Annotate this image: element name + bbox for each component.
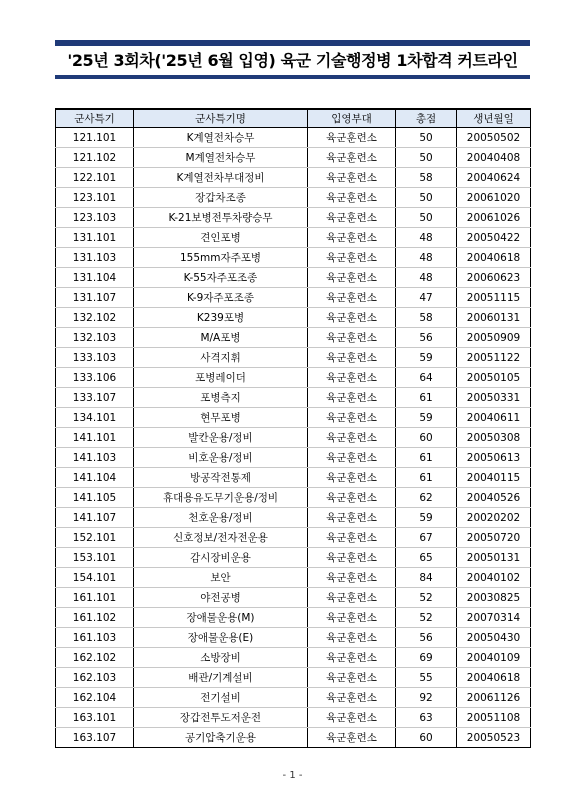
cell-specialty-code: 133.107: [56, 388, 134, 408]
cell-enlistment-unit: 육군훈련소: [308, 668, 396, 688]
cell-specialty-name: 배관/기계설비: [134, 668, 308, 688]
cell-birth-date: 20040115: [457, 468, 531, 488]
cell-birth-date: 20040408: [457, 148, 531, 168]
cell-enlistment-unit: 육군훈련소: [308, 168, 396, 188]
cell-total-score: 52: [396, 588, 457, 608]
table-row: [56, 488, 531, 508]
cell-specialty-name: 소방장비: [134, 648, 308, 668]
cell-birth-date: 20061026: [457, 208, 531, 228]
cell-specialty-code: 141.105: [56, 488, 134, 508]
cell-birth-date: 20020202: [457, 508, 531, 528]
cell-total-score: 60: [396, 728, 457, 748]
table-row: [56, 688, 531, 708]
cell-specialty-code: 161.101: [56, 588, 134, 608]
cell-specialty-name: 휴대용유도무기운용/정비: [134, 488, 308, 508]
cell-specialty-name: 감시장비운용: [134, 548, 308, 568]
cell-specialty-code: 153.101: [56, 548, 134, 568]
table-header-row: [56, 109, 531, 128]
cell-specialty-code: 141.101: [56, 428, 134, 448]
cell-specialty-name: 포병측지: [134, 388, 308, 408]
cell-birth-date: 20050613: [457, 448, 531, 468]
table-row: [56, 628, 531, 648]
cell-specialty-code: 123.103: [56, 208, 134, 228]
cell-enlistment-unit: 육군훈련소: [308, 468, 396, 488]
table-row: [56, 308, 531, 328]
cell-total-score: 64: [396, 368, 457, 388]
cell-specialty-code: 141.104: [56, 468, 134, 488]
cell-total-score: 84: [396, 568, 457, 588]
cell-enlistment-unit: 육군훈련소: [308, 408, 396, 428]
cell-specialty-code: 163.101: [56, 708, 134, 728]
table-row: [56, 168, 531, 188]
cell-specialty-code: 152.101: [56, 528, 134, 548]
table-row: [56, 548, 531, 568]
cell-specialty-name: K계열전차승무: [134, 128, 308, 148]
cell-specialty-code: 163.107: [56, 728, 134, 748]
cell-enlistment-unit: 육군훈련소: [308, 488, 396, 508]
cell-total-score: 55: [396, 668, 457, 688]
table-row: [56, 588, 531, 608]
cell-specialty-code: 141.103: [56, 448, 134, 468]
cell-specialty-name: 장애물운용(E): [134, 628, 308, 648]
cell-total-score: 61: [396, 448, 457, 468]
cell-enlistment-unit: 육군훈련소: [308, 728, 396, 748]
header-specialty-code: 군사특기: [56, 109, 134, 128]
cell-specialty-code: 121.102: [56, 148, 134, 168]
cell-specialty-code: 132.102: [56, 308, 134, 328]
table-body: [56, 128, 531, 748]
cell-total-score: 50: [396, 128, 457, 148]
cell-specialty-name: 방공작전통제: [134, 468, 308, 488]
cell-total-score: 52: [396, 608, 457, 628]
table-row: [56, 728, 531, 748]
cell-birth-date: 20040618: [457, 668, 531, 688]
cell-specialty-code: 131.103: [56, 248, 134, 268]
cell-specialty-name: 비호운용/정비: [134, 448, 308, 468]
cell-birth-date: 20040109: [457, 648, 531, 668]
cell-enlistment-unit: 육군훈련소: [308, 248, 396, 268]
table-row: [56, 388, 531, 408]
cell-specialty-name: K-21보병전투차량승무: [134, 208, 308, 228]
cell-birth-date: 20050331: [457, 388, 531, 408]
cell-total-score: 59: [396, 508, 457, 528]
cell-enlistment-unit: 육군훈련소: [308, 568, 396, 588]
cell-birth-date: 20040526: [457, 488, 531, 508]
cell-enlistment-unit: 육군훈련소: [308, 368, 396, 388]
cell-specialty-code: 123.101: [56, 188, 134, 208]
cell-birth-date: 20050523: [457, 728, 531, 748]
header-enlistment-unit: 입영부대: [308, 109, 396, 128]
cell-birth-date: 20050308: [457, 428, 531, 448]
cell-specialty-code: 154.101: [56, 568, 134, 588]
cell-specialty-code: 131.104: [56, 268, 134, 288]
cell-total-score: 50: [396, 208, 457, 228]
cell-birth-date: 20051108: [457, 708, 531, 728]
cell-enlistment-unit: 육군훈련소: [308, 528, 396, 548]
table-row: [56, 248, 531, 268]
cell-specialty-name: 야전공병: [134, 588, 308, 608]
cell-birth-date: 20030825: [457, 588, 531, 608]
cell-birth-date: 20040624: [457, 168, 531, 188]
cell-specialty-code: 131.101: [56, 228, 134, 248]
cell-enlistment-unit: 육군훈련소: [308, 508, 396, 528]
cell-birth-date: 20050422: [457, 228, 531, 248]
cell-enlistment-unit: 육군훈련소: [308, 448, 396, 468]
cell-specialty-name: 전기설비: [134, 688, 308, 708]
cell-enlistment-unit: 육군훈련소: [308, 348, 396, 368]
cell-total-score: 59: [396, 408, 457, 428]
cell-total-score: 48: [396, 248, 457, 268]
cell-enlistment-unit: 육군훈련소: [308, 648, 396, 668]
table-row: [56, 268, 531, 288]
cell-birth-date: 20040618: [457, 248, 531, 268]
cell-birth-date: 20050909: [457, 328, 531, 348]
document-title: '25년 3회차('25년 6월 입영) 육군 기술행정병 1차합격 커트라인: [67, 51, 518, 70]
cell-total-score: 47: [396, 288, 457, 308]
cell-enlistment-unit: 육군훈련소: [308, 328, 396, 348]
cell-total-score: 50: [396, 148, 457, 168]
table-row: [56, 368, 531, 388]
header-birth-date: 생년월일: [457, 109, 531, 128]
cell-enlistment-unit: 육군훈련소: [308, 708, 396, 728]
cell-total-score: 65: [396, 548, 457, 568]
cell-specialty-code: 161.102: [56, 608, 134, 628]
cell-specialty-name: 장갑차조종: [134, 188, 308, 208]
cell-birth-date: 20050105: [457, 368, 531, 388]
cell-enlistment-unit: 육군훈련소: [308, 228, 396, 248]
table-row: [56, 228, 531, 248]
cutline-table: [55, 108, 531, 748]
cell-specialty-name: 포병레이더: [134, 368, 308, 388]
cell-specialty-code: 161.103: [56, 628, 134, 648]
cell-total-score: 56: [396, 328, 457, 348]
title-top-rule: [55, 40, 530, 46]
cell-specialty-name: 장애물운용(M): [134, 608, 308, 628]
table-row: [56, 408, 531, 428]
table-row: [56, 348, 531, 368]
cell-specialty-code: 131.107: [56, 288, 134, 308]
table-row: [56, 328, 531, 348]
table-row: [56, 708, 531, 728]
cell-total-score: 48: [396, 268, 457, 288]
cell-birth-date: 20061126: [457, 688, 531, 708]
cell-total-score: 67: [396, 528, 457, 548]
cell-specialty-name: 현무포병: [134, 408, 308, 428]
cell-enlistment-unit: 육군훈련소: [308, 608, 396, 628]
cell-birth-date: 20040611: [457, 408, 531, 428]
cell-specialty-name: M/A포병: [134, 328, 308, 348]
cell-enlistment-unit: 육군훈련소: [308, 208, 396, 228]
cell-specialty-code: 133.103: [56, 348, 134, 368]
cell-total-score: 48: [396, 228, 457, 248]
cell-total-score: 69: [396, 648, 457, 668]
header-specialty-name: 군사특기명: [134, 109, 308, 128]
cell-enlistment-unit: 육군훈련소: [308, 148, 396, 168]
title-bottom-rule: [55, 75, 530, 79]
cell-birth-date: 20051122: [457, 348, 531, 368]
cell-total-score: 61: [396, 388, 457, 408]
cell-specialty-name: 사격지휘: [134, 348, 308, 368]
cell-birth-date: 20050430: [457, 628, 531, 648]
cell-total-score: 63: [396, 708, 457, 728]
page-number: - 1 -: [282, 770, 303, 781]
cell-total-score: 61: [396, 468, 457, 488]
cell-specialty-name: 155mm자주포병: [134, 248, 308, 268]
table-row: [56, 148, 531, 168]
cell-specialty-name: K-55자주포조종: [134, 268, 308, 288]
cell-specialty-code: 141.107: [56, 508, 134, 528]
table-row: [56, 128, 531, 148]
table-row: [56, 528, 531, 548]
cell-enlistment-unit: 육군훈련소: [308, 388, 396, 408]
table-row: [56, 428, 531, 448]
cell-specialty-name: 천호운용/정비: [134, 508, 308, 528]
cell-enlistment-unit: 육군훈련소: [308, 288, 396, 308]
cell-enlistment-unit: 육군훈련소: [308, 548, 396, 568]
cell-total-score: 92: [396, 688, 457, 708]
table-row: [56, 608, 531, 628]
header-total-score: 총점: [396, 109, 457, 128]
cell-specialty-name: K239포병: [134, 308, 308, 328]
cell-specialty-code: 162.102: [56, 648, 134, 668]
cell-specialty-code: 122.101: [56, 168, 134, 188]
cell-total-score: 59: [396, 348, 457, 368]
table-row: [56, 448, 531, 468]
cell-enlistment-unit: 육군훈련소: [308, 428, 396, 448]
cell-birth-date: 20060623: [457, 268, 531, 288]
cell-birth-date: 20050131: [457, 548, 531, 568]
cell-birth-date: 20061020: [457, 188, 531, 208]
table-row: [56, 288, 531, 308]
cell-enlistment-unit: 육군훈련소: [308, 268, 396, 288]
cell-specialty-code: 134.101: [56, 408, 134, 428]
cell-total-score: 58: [396, 168, 457, 188]
table-row: [56, 648, 531, 668]
cell-birth-date: 20050502: [457, 128, 531, 148]
cell-enlistment-unit: 육군훈련소: [308, 128, 396, 148]
cell-birth-date: 20060131: [457, 308, 531, 328]
cell-specialty-name: K-9자주포조종: [134, 288, 308, 308]
table-row: [56, 508, 531, 528]
cell-specialty-code: 133.106: [56, 368, 134, 388]
cell-total-score: 50: [396, 188, 457, 208]
cell-total-score: 60: [396, 428, 457, 448]
cell-enlistment-unit: 육군훈련소: [308, 688, 396, 708]
cell-specialty-name: 신호정보/전자전운용: [134, 528, 308, 548]
cell-enlistment-unit: 육군훈련소: [308, 588, 396, 608]
cell-specialty-name: 장갑전투도저운전: [134, 708, 308, 728]
table-row: [56, 188, 531, 208]
cell-birth-date: 20040102: [457, 568, 531, 588]
cell-enlistment-unit: 육군훈련소: [308, 628, 396, 648]
cell-specialty-name: 견인포병: [134, 228, 308, 248]
cell-birth-date: 20070314: [457, 608, 531, 628]
table-row: [56, 208, 531, 228]
cell-specialty-name: 보안: [134, 568, 308, 588]
cell-specialty-code: 121.101: [56, 128, 134, 148]
cell-enlistment-unit: 육군훈련소: [308, 308, 396, 328]
cell-specialty-name: 공기압축기운용: [134, 728, 308, 748]
cell-specialty-name: K계열전차부대정비: [134, 168, 308, 188]
cell-birth-date: 20050720: [457, 528, 531, 548]
cell-specialty-code: 162.104: [56, 688, 134, 708]
cell-enlistment-unit: 육군훈련소: [308, 188, 396, 208]
table-row: [56, 468, 531, 488]
table-row: [56, 568, 531, 588]
cell-specialty-name: M계열전차승무: [134, 148, 308, 168]
cell-total-score: 58: [396, 308, 457, 328]
cell-total-score: 56: [396, 628, 457, 648]
cell-total-score: 62: [396, 488, 457, 508]
table-row: [56, 668, 531, 688]
cell-birth-date: 20051115: [457, 288, 531, 308]
cell-specialty-code: 162.103: [56, 668, 134, 688]
cell-specialty-name: 발칸운용/정비: [134, 428, 308, 448]
cell-specialty-code: 132.103: [56, 328, 134, 348]
